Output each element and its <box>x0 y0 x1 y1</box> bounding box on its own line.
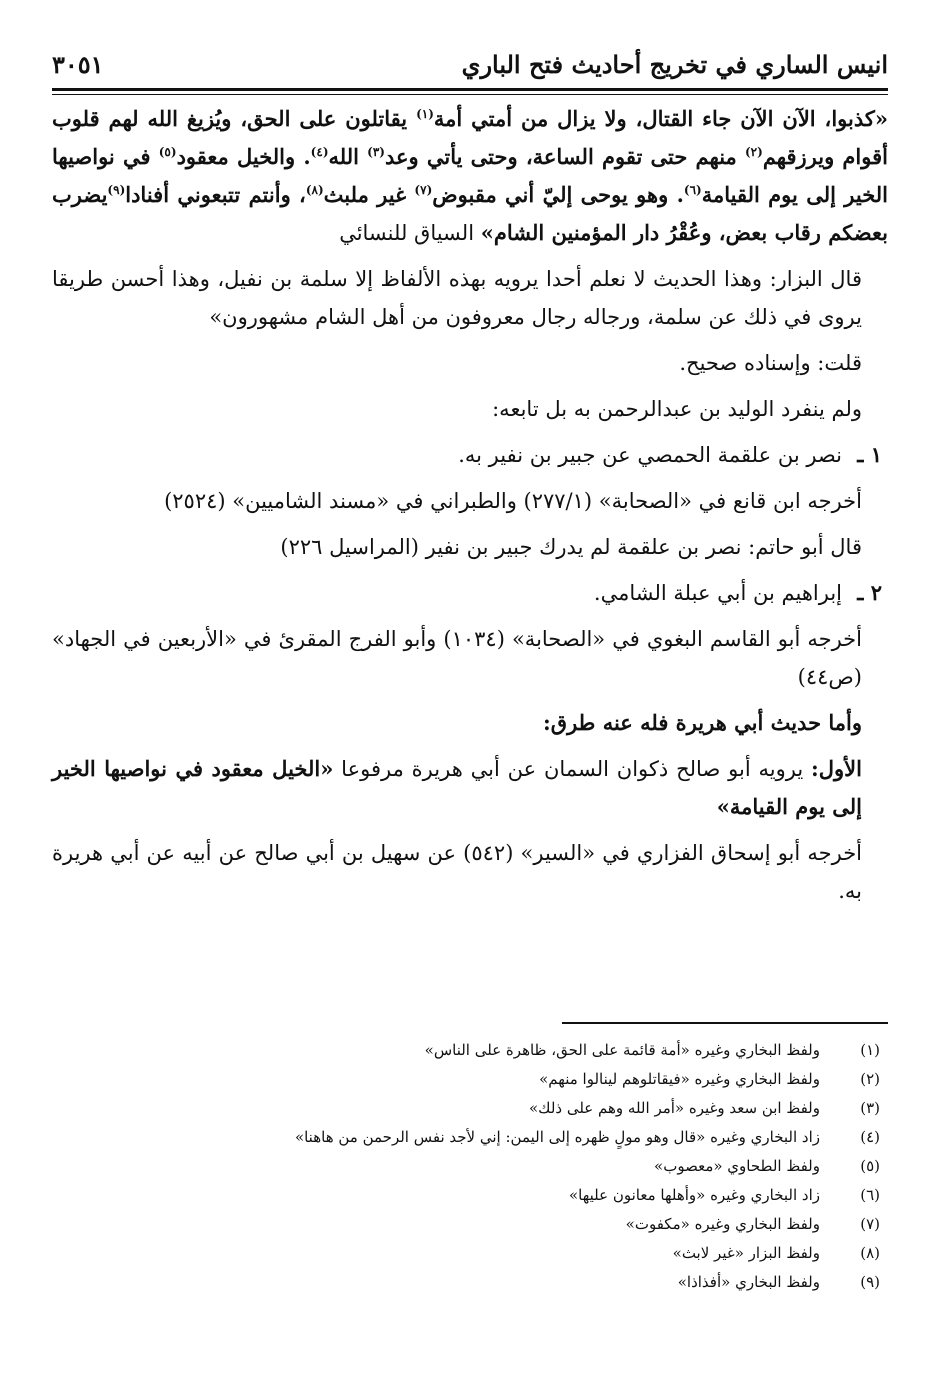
footnote-number: (١) <box>860 1041 880 1059</box>
text-run: يرويه أبو صالح ذكوان السمان عن أبي هريرة مرفوعا <box>333 757 812 781</box>
footnote-text: ولفظ البخاري وغيره «فيقاتلوهم لينالوا منهم» <box>539 1070 820 1088</box>
main-text <box>52 100 888 910</box>
footnote-ref: (٤) <box>310 145 329 159</box>
text-run: غير ملبث <box>323 182 415 207</box>
footnote-number: (٢) <box>860 1070 880 1088</box>
header-rule-thin <box>52 94 888 95</box>
page-header <box>52 44 888 84</box>
grading-paragraph: قلت: وإسناده صحيح. <box>679 351 862 375</box>
first-route-paragraph <box>52 750 888 826</box>
footnote-number: (٣) <box>860 1099 880 1117</box>
text-run: الله <box>328 144 368 169</box>
footnote-number: (٧) <box>860 1215 880 1233</box>
footnote-number: (٦) <box>860 1186 880 1204</box>
footnote-separator <box>562 1022 888 1024</box>
footnote-text: ولفظ البخاري «أفذاذا» <box>677 1273 820 1291</box>
footnote-text: زاد البخاري وغيره «قال وهو مولٍ ظهره إلى اليمن: إني لأجد نفس الرحمن من هاهنا» <box>294 1128 820 1146</box>
list-item <box>52 574 888 612</box>
takhrij-paragraph: أخرجه أبو إسحاق الفزاري في «السير» (٥٤٢) عن سهيل بن أبي صالح عن أبيه عن أبي هريرة به. <box>52 841 863 903</box>
list-item-number: ٢ ـ <box>857 580 882 605</box>
text-run: يقاتلون على الحق، ويُزيغ الله لهم قلوب أقوام ويرزقهم <box>52 106 888 169</box>
route-label: الأول: <box>811 756 862 781</box>
footnote-text: ولفظ البخاري وغيره «أمة قائمة على الحق، ظاهرة على الناس» <box>424 1041 820 1059</box>
footnote <box>52 1239 888 1268</box>
page-number: ٣٠٥١ <box>52 50 104 79</box>
text-run: منهم حتى تقوم الساعة، وحتى يأتي وعد <box>384 144 745 169</box>
footnotes <box>52 1036 888 1297</box>
takhrij-paragraph: أخرجه أبو القاسم البغوي في «الصحابة» (١٠٣٤) وأبو الفرج المقرئ في «الأربعين في الجهاد» (ص٤٤) <box>52 627 863 689</box>
footnote-ref: (٥) <box>158 145 177 159</box>
footnote-ref: (٩) <box>107 183 126 197</box>
footnote-ref: (٨) <box>305 183 324 197</box>
source-note: السياق للنسائي <box>339 221 481 245</box>
footnote <box>52 1268 888 1297</box>
text-run: «كذبوا، الآن الآن جاء القتال، ولا يزال من أمتي أمة <box>433 106 888 131</box>
bazzar-paragraph: قال البزار: وهذا الحديث لا نعلم أحدا يرويه بهذه الألفاظ إلا سلمة بن نفيل، وهذا أحسن طريقا يروى في ذلك عن سلمة، ورجاله رجال معروفون من أهل الشام مشهورون» <box>52 267 862 329</box>
footnote <box>52 1152 888 1181</box>
footnote-number: (٩) <box>860 1273 880 1291</box>
footnote-ref: (١) <box>416 107 434 121</box>
running-title: انيس الساري في تخريج أحاديث فتح الباري <box>461 50 888 79</box>
followup-paragraph: ولم ينفرد الوليد بن عبدالرحمن به بل تابعه: <box>492 397 862 421</box>
footnote-text: زاد البخاري وغيره «وأهلها معانون عليها» <box>568 1186 820 1204</box>
footnote-number: (٨) <box>860 1244 880 1262</box>
footnote-text: ولفظ البخاري وغيره «مكفوت» <box>625 1215 820 1233</box>
footnote-ref: (٧) <box>414 183 433 197</box>
takhrij-paragraph: أخرجه ابن قانع في «الصحابة» (٢٧٧/١) والطبراني في «مسند الشاميين» (٢٥٢٤) <box>164 489 862 513</box>
footnote <box>52 1065 888 1094</box>
hadith-text: «الخيل معقود في نواصيها الخير إلى يوم القيامة» <box>52 756 862 819</box>
list-item <box>52 436 888 474</box>
footnote <box>52 1094 888 1123</box>
list-item-number: ١ ـ <box>857 442 882 467</box>
footnote-text: ولفظ الطحاوي «معصوب» <box>654 1157 820 1175</box>
text-run: يضرب بعضكم رقاب بعض، وعُقْرُ دار المؤمنين الشام» <box>52 182 888 245</box>
text-run: ، وأنتم تتبعوني أفنادا <box>125 182 306 207</box>
hadith-quote-paragraph <box>52 100 888 252</box>
section-heading: وأما حديث أبي هريرة فله عنه طرق: <box>543 710 862 735</box>
footnote <box>52 1036 888 1065</box>
footnote <box>52 1210 888 1239</box>
footnote-number: (٥) <box>860 1157 880 1175</box>
list-item-text: إبراهيم بن أبي عبلة الشامي. <box>593 581 842 605</box>
footnote-ref: (٦) <box>683 183 702 197</box>
text-run: . وهو يوحى إليّ أني مقبوض <box>432 182 684 207</box>
header-rule-thick <box>52 88 888 91</box>
footnote <box>52 1123 888 1152</box>
footnote-number: (٤) <box>860 1128 880 1146</box>
footnote <box>52 1181 888 1210</box>
footnote-text: ولفظ البزار «غير لابث» <box>672 1244 820 1262</box>
footnote-ref: (٢) <box>744 145 763 159</box>
footnote-text: ولفظ ابن سعد وغيره «أمر الله وهم على ذلك» <box>529 1099 820 1117</box>
footnote-ref: (٣) <box>367 145 385 159</box>
list-item-text: نصر بن علقمة الحمصي عن جبير بن نفير به. <box>458 443 842 467</box>
text-run: في نواصيها الخير إلى يوم القيامة <box>52 144 888 207</box>
text-run: . والخيل معقود <box>176 144 311 169</box>
abu-hatim-paragraph: قال أبو حاتم: نصر بن علقمة لم يدرك جبير بن نفير (المراسيل ٢٢٦) <box>280 535 862 559</box>
